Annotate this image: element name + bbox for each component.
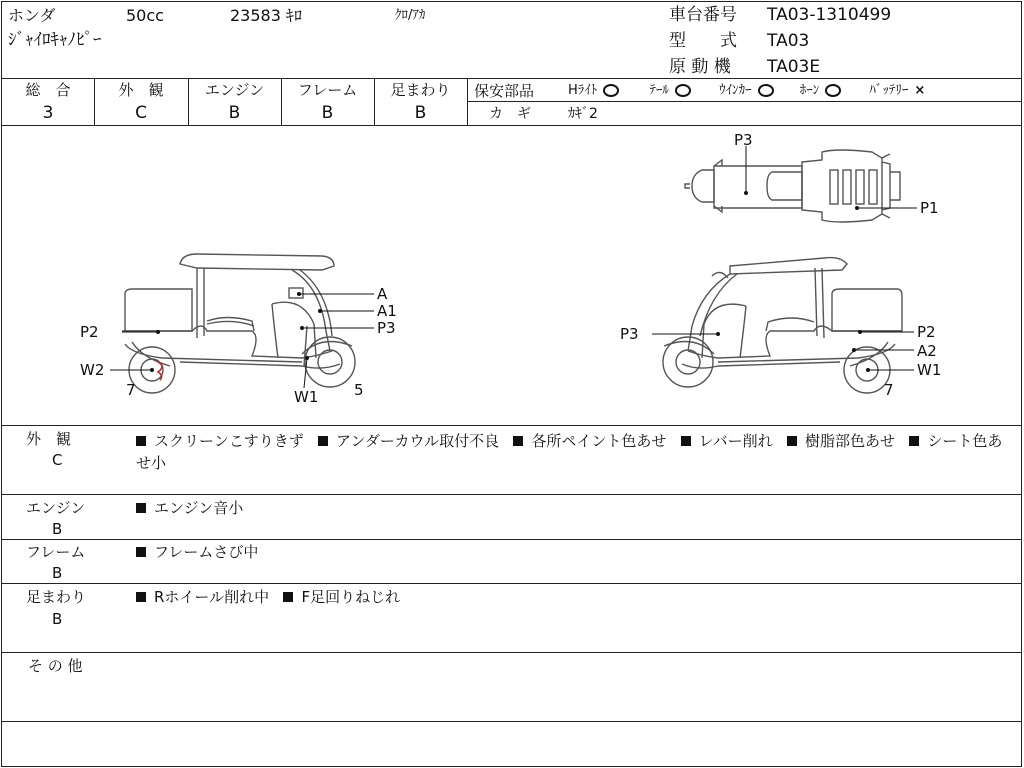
displacement: 50cc [126,6,164,25]
key-label: カ ギ [489,106,531,122]
frame-grade: B [321,103,334,123]
overall-grade: 3 [42,103,54,123]
engine-grade: B [228,103,241,123]
remark-exterior-label: 外 観 [26,430,72,448]
bullet-square-icon [283,592,293,602]
label-a: A [377,285,388,303]
ok-circle-icon [675,84,691,97]
remark-engine-grade: B [52,520,63,538]
label-w1-left: W1 [294,388,319,406]
label-p3-left: P3 [377,319,396,337]
bullet-square-icon [681,436,691,446]
inspection-sheet [1,1,1022,767]
ok-circle-icon [603,84,619,97]
safety-item-headlight: Hﾗｲﾄ [568,83,619,98]
ok-circle-icon [758,84,774,97]
label-p2-left: P2 [80,323,99,341]
remark-exterior-items: スクリーンこすりきず アンダーカウル取付不良 各所ペイント色あせ レバー削れ 樹脂部色あせ シート色あせ小 [136,432,1003,472]
divider [2,539,1021,540]
remark-frame-grade: B [52,564,63,582]
safety-items [568,82,937,100]
remark-engine-label: エンジン [26,499,86,517]
safety-label: 保安部品 [474,82,535,100]
color: ｸﾛ/ｱｶ [395,8,426,23]
label-p3-top: P3 [734,131,753,149]
divider [2,583,1021,584]
frame-no-label: 車台番号 [669,5,737,25]
bullet-square-icon [318,436,328,446]
remark-suspension-items: Rホイール削れ中 F足回りねじれ [136,588,400,606]
bullet-square-icon [136,436,146,446]
label-p1: P1 [920,199,939,217]
engine-grade-label: エンジン [204,81,265,99]
label-p2-right: P2 [917,323,936,341]
ng-cross-icon: × [914,83,926,98]
bullet-square-icon [909,436,919,446]
label-a2: A2 [917,342,937,360]
divider [2,78,1021,79]
remark-other-label: そ の 他 [28,657,83,675]
frame-grade-label: フレーム [297,81,358,99]
remark-suspension-grade: B [52,610,63,628]
divider [2,425,1021,426]
type-value: TA03 [767,31,810,51]
suspension-grade: B [414,103,427,123]
model-name: ｼﾞｬｲﾛｷｬﾉﾋﾟｰ [8,30,102,50]
right-side-view [663,258,902,393]
label-5: 5 [354,381,364,399]
overall-label: 総 合 [25,81,71,99]
label-7-right: 7 [884,381,894,399]
damage-diagram [2,126,1023,424]
top-view [685,150,900,222]
remark-frame-items: フレームさび中 [136,543,258,561]
label-7-left: 7 [126,381,136,399]
label-a1: A1 [377,302,397,320]
exterior-label: 外 観 [118,81,164,99]
engine-value: TA03E [767,57,821,77]
ok-circle-icon [825,84,841,97]
label-w2: W2 [80,361,105,379]
safety-item-tail: ﾃｰﾙ [649,83,691,98]
divider [2,721,1021,722]
divider [467,78,468,125]
safety-item-battery: ﾊﾞｯﾃﾘｰ × [869,83,926,98]
divider [2,494,1021,495]
remark-exterior-grade: C [52,451,63,469]
maker: ホンダ [8,6,56,25]
label-p3-right: P3 [620,325,639,343]
safety-item-winker: ｳｲﾝｶｰ [719,83,774,98]
bullet-square-icon [787,436,797,446]
exterior-grade: C [135,103,147,123]
type-label: 型 式 [669,31,737,51]
mileage: 23583 ｷﾛ [230,6,302,25]
remark-engine-items: エンジン音小 [136,499,243,517]
bullet-square-icon [513,436,523,446]
divider [467,101,1021,102]
frame-no: TA03-1310499 [767,5,892,25]
remark-frame-label: フレーム [26,543,86,561]
label-w1-right: W1 [917,361,942,379]
safety-item-horn: ﾎｰﾝ [800,83,842,98]
bullet-square-icon [136,592,146,602]
divider [2,652,1021,653]
engine-label: 原 動 機 [669,57,731,77]
bullet-square-icon [136,547,146,557]
key-value: ｶｷﾞ2 [568,106,598,122]
suspension-grade-label: 足まわり [390,81,451,99]
remark-suspension-label: 足まわり [26,588,87,606]
bullet-square-icon [136,503,146,513]
